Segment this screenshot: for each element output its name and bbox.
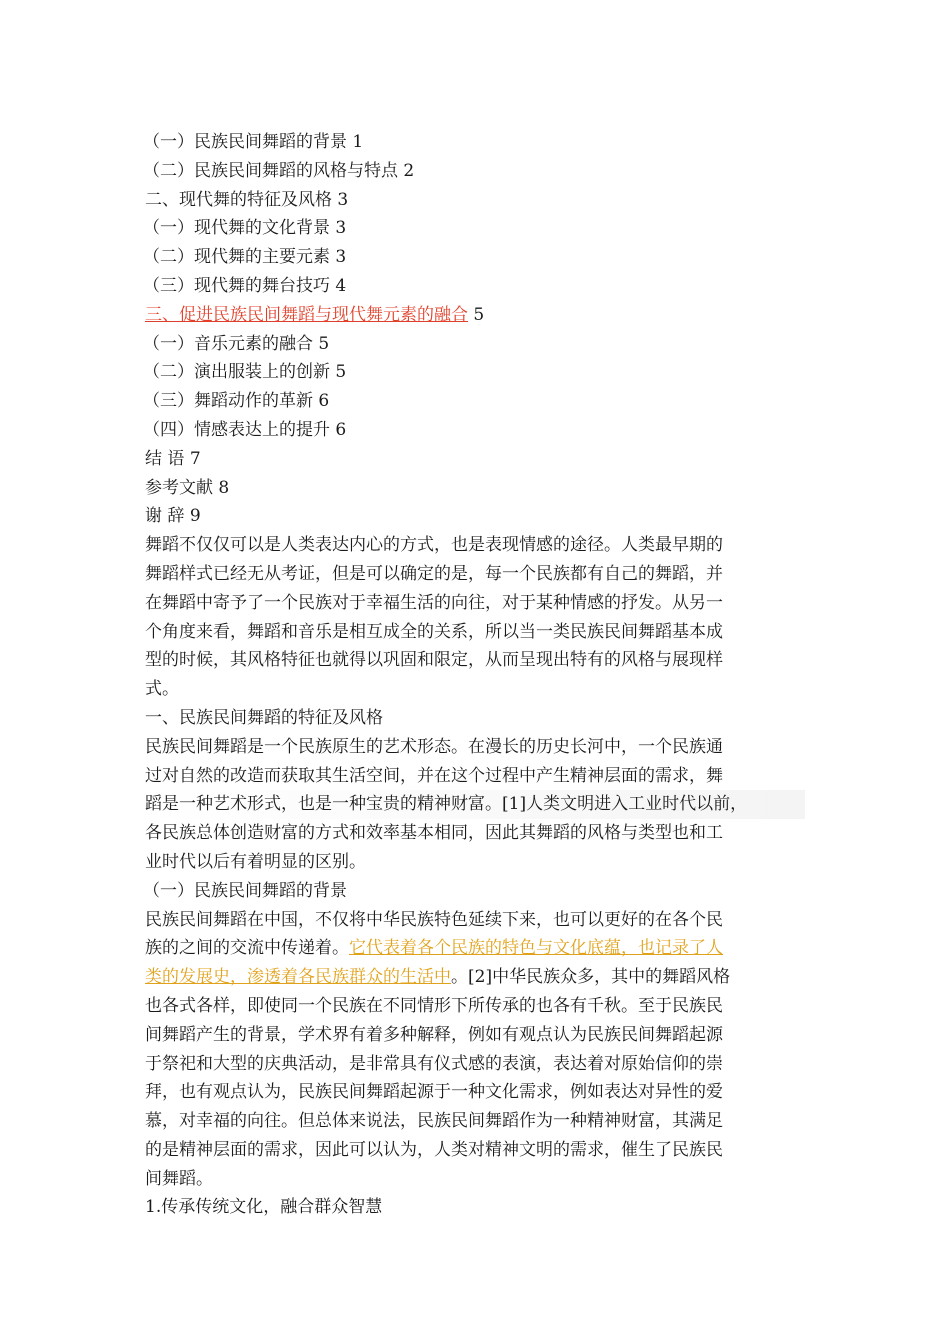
document-page bbox=[145, 128, 805, 1222]
paragraph-line: 型的时候，其风格特征也就得以巩固和限定，从而呈现出特有的风格与展现样 bbox=[145, 650, 723, 671]
intro-paragraph bbox=[145, 531, 805, 704]
paragraph-line: 蹈是一种艺术形式，也是一种宝贵的精神财富。[1]人类文明进入工业时代以前， bbox=[145, 790, 805, 819]
paragraph-line: 族的之间的交流中传递着。它代表着各个民族的特色与文化底蕴，也记录了人 bbox=[145, 938, 723, 959]
toc-page-number: 6 bbox=[335, 419, 347, 440]
toc-item[interactable]: （二）现代舞的主要元素 3 bbox=[143, 247, 347, 268]
paragraph-line: 间舞蹈产生的背景，学术界有着多种解释，例如有观点认为民族民间舞蹈起源 bbox=[145, 1024, 723, 1045]
paragraph-line: 慕，对幸福的向往。但总体来说法，民族民间舞蹈作为一种精神财富，其满足 bbox=[145, 1111, 723, 1132]
toc-page-number: 5 bbox=[318, 333, 330, 354]
toc-page-number: 4 bbox=[335, 275, 347, 296]
paragraph-line: 民族民间舞蹈在中国，不仅将中华民族特色延续下来，也可以更好的在各个民 bbox=[145, 909, 723, 930]
toc-page-number: 5 bbox=[335, 362, 347, 383]
toc-item[interactable]: 二、现代舞的特征及风格 3 bbox=[145, 189, 349, 210]
paragraph-line: 舞蹈不仅仅可以是人类表达内心的方式，也是表现情感的途径。人类最早期的 bbox=[145, 535, 723, 556]
toc-page-number: 3 bbox=[335, 218, 347, 239]
subsection1-paragraph bbox=[145, 906, 805, 1194]
paragraph-line: 拜，也有观点认为，民族民间舞蹈起源于一种文化需求，例如表达对异性的爱 bbox=[145, 1082, 723, 1103]
paragraph-line: 业时代以后有着明显的区别。 bbox=[145, 851, 366, 872]
table-of-contents bbox=[145, 128, 805, 531]
toc-page-number: 2 bbox=[403, 160, 415, 181]
toc-item[interactable]: （三）现代舞的舞台技巧 4 bbox=[143, 275, 347, 296]
highlighted-link[interactable]: 类的发展史，渗透着各民族群众的生活中 bbox=[145, 967, 451, 988]
toc-page-number: 3 bbox=[335, 247, 347, 268]
toc-page-number: 6 bbox=[318, 391, 330, 412]
toc-item[interactable] bbox=[145, 301, 805, 330]
toc-item[interactable]: （四）情感表达上的提升 6 bbox=[143, 419, 347, 440]
paragraph-line: 类的发展史，渗透着各民族群众的生活中。[2]中华民族众多，其中的舞蹈风格 bbox=[145, 967, 731, 988]
toc-page-number: 3 bbox=[337, 189, 349, 210]
paragraph-line: 的是精神层面的需求，因此可以认为，人类对精神文明的需求，催生了民族民 bbox=[145, 1139, 723, 1160]
paragraph-line: 也各式各样，即使同一个民族在不同情形下所传承的也各有千秋。至于民族民 bbox=[145, 995, 723, 1016]
toc-item[interactable]: （一）音乐元素的融合 5 bbox=[143, 333, 330, 354]
paragraph-line: 各民族总体创造财富的方式和效率基本相同，因此其舞蹈的风格与类型也和工 bbox=[145, 823, 723, 844]
toc-item[interactable]: （一）现代舞的文化背景 3 bbox=[143, 218, 347, 239]
paragraph-line: 过对自然的改造而获取其生活空间，并在这个过程中产生精神层面的需求，舞 bbox=[145, 765, 723, 786]
paragraph-line: 个角度来看，舞蹈和音乐是相互成全的关系，所以当一类民族民间舞蹈基本成 bbox=[145, 621, 723, 642]
toc-page-number: 7 bbox=[189, 448, 201, 469]
toc-item[interactable]: 结 语 7 bbox=[145, 448, 201, 469]
numbered-subheading: 1.传承传统文化，融合群众智慧 bbox=[145, 1197, 383, 1218]
paragraph-line: 舞蹈样式已经无从考证，但是可以确定的是，每一个民族都有自己的舞蹈，并 bbox=[145, 563, 723, 584]
toc-item[interactable]: （二）演出服装上的创新 5 bbox=[143, 362, 347, 383]
toc-item[interactable]: （二）民族民间舞蹈的风格与特点 2 bbox=[143, 160, 415, 181]
paragraph-line: 在舞蹈中寄予了一个民族对于幸福生活的向往，对于某种情感的抒发。从另一 bbox=[145, 592, 723, 613]
toc-link-section3[interactable]: 三、促进民族民间舞蹈与现代舞元素的融合 bbox=[145, 304, 468, 325]
toc-page-number: 5 bbox=[473, 304, 485, 325]
section-heading: 一、民族民间舞蹈的特征及风格 bbox=[145, 707, 383, 728]
toc-item[interactable]: （一）民族民间舞蹈的背景 1 bbox=[143, 132, 364, 152]
subsection-heading: （一）民族民间舞蹈的背景 bbox=[143, 880, 347, 901]
paragraph-line: 间舞蹈。 bbox=[145, 1168, 213, 1189]
toc-item[interactable]: 参考文献 8 bbox=[145, 477, 230, 498]
toc-page-number: 1 bbox=[352, 132, 364, 152]
highlighted-link[interactable]: 它代表着各个民族的特色与文化底蕴，也记录了人 bbox=[349, 938, 723, 959]
paragraph-line: 于祭祀和大型的庆典活动，是非常具有仪式感的表演，表达着对原始信仰的崇 bbox=[145, 1053, 723, 1074]
paragraph-line: 式。 bbox=[145, 679, 179, 700]
section1-paragraph bbox=[145, 733, 805, 877]
toc-item[interactable]: 谢 辞 9 bbox=[145, 506, 201, 527]
toc-item[interactable]: （三）舞蹈动作的革新 6 bbox=[143, 391, 330, 412]
toc-page-number: 8 bbox=[218, 477, 230, 498]
paragraph-line: 民族民间舞蹈是一个民族原生的艺术形态。在漫长的历史长河中，一个民族通 bbox=[145, 736, 723, 757]
toc-page-number: 9 bbox=[189, 506, 201, 527]
